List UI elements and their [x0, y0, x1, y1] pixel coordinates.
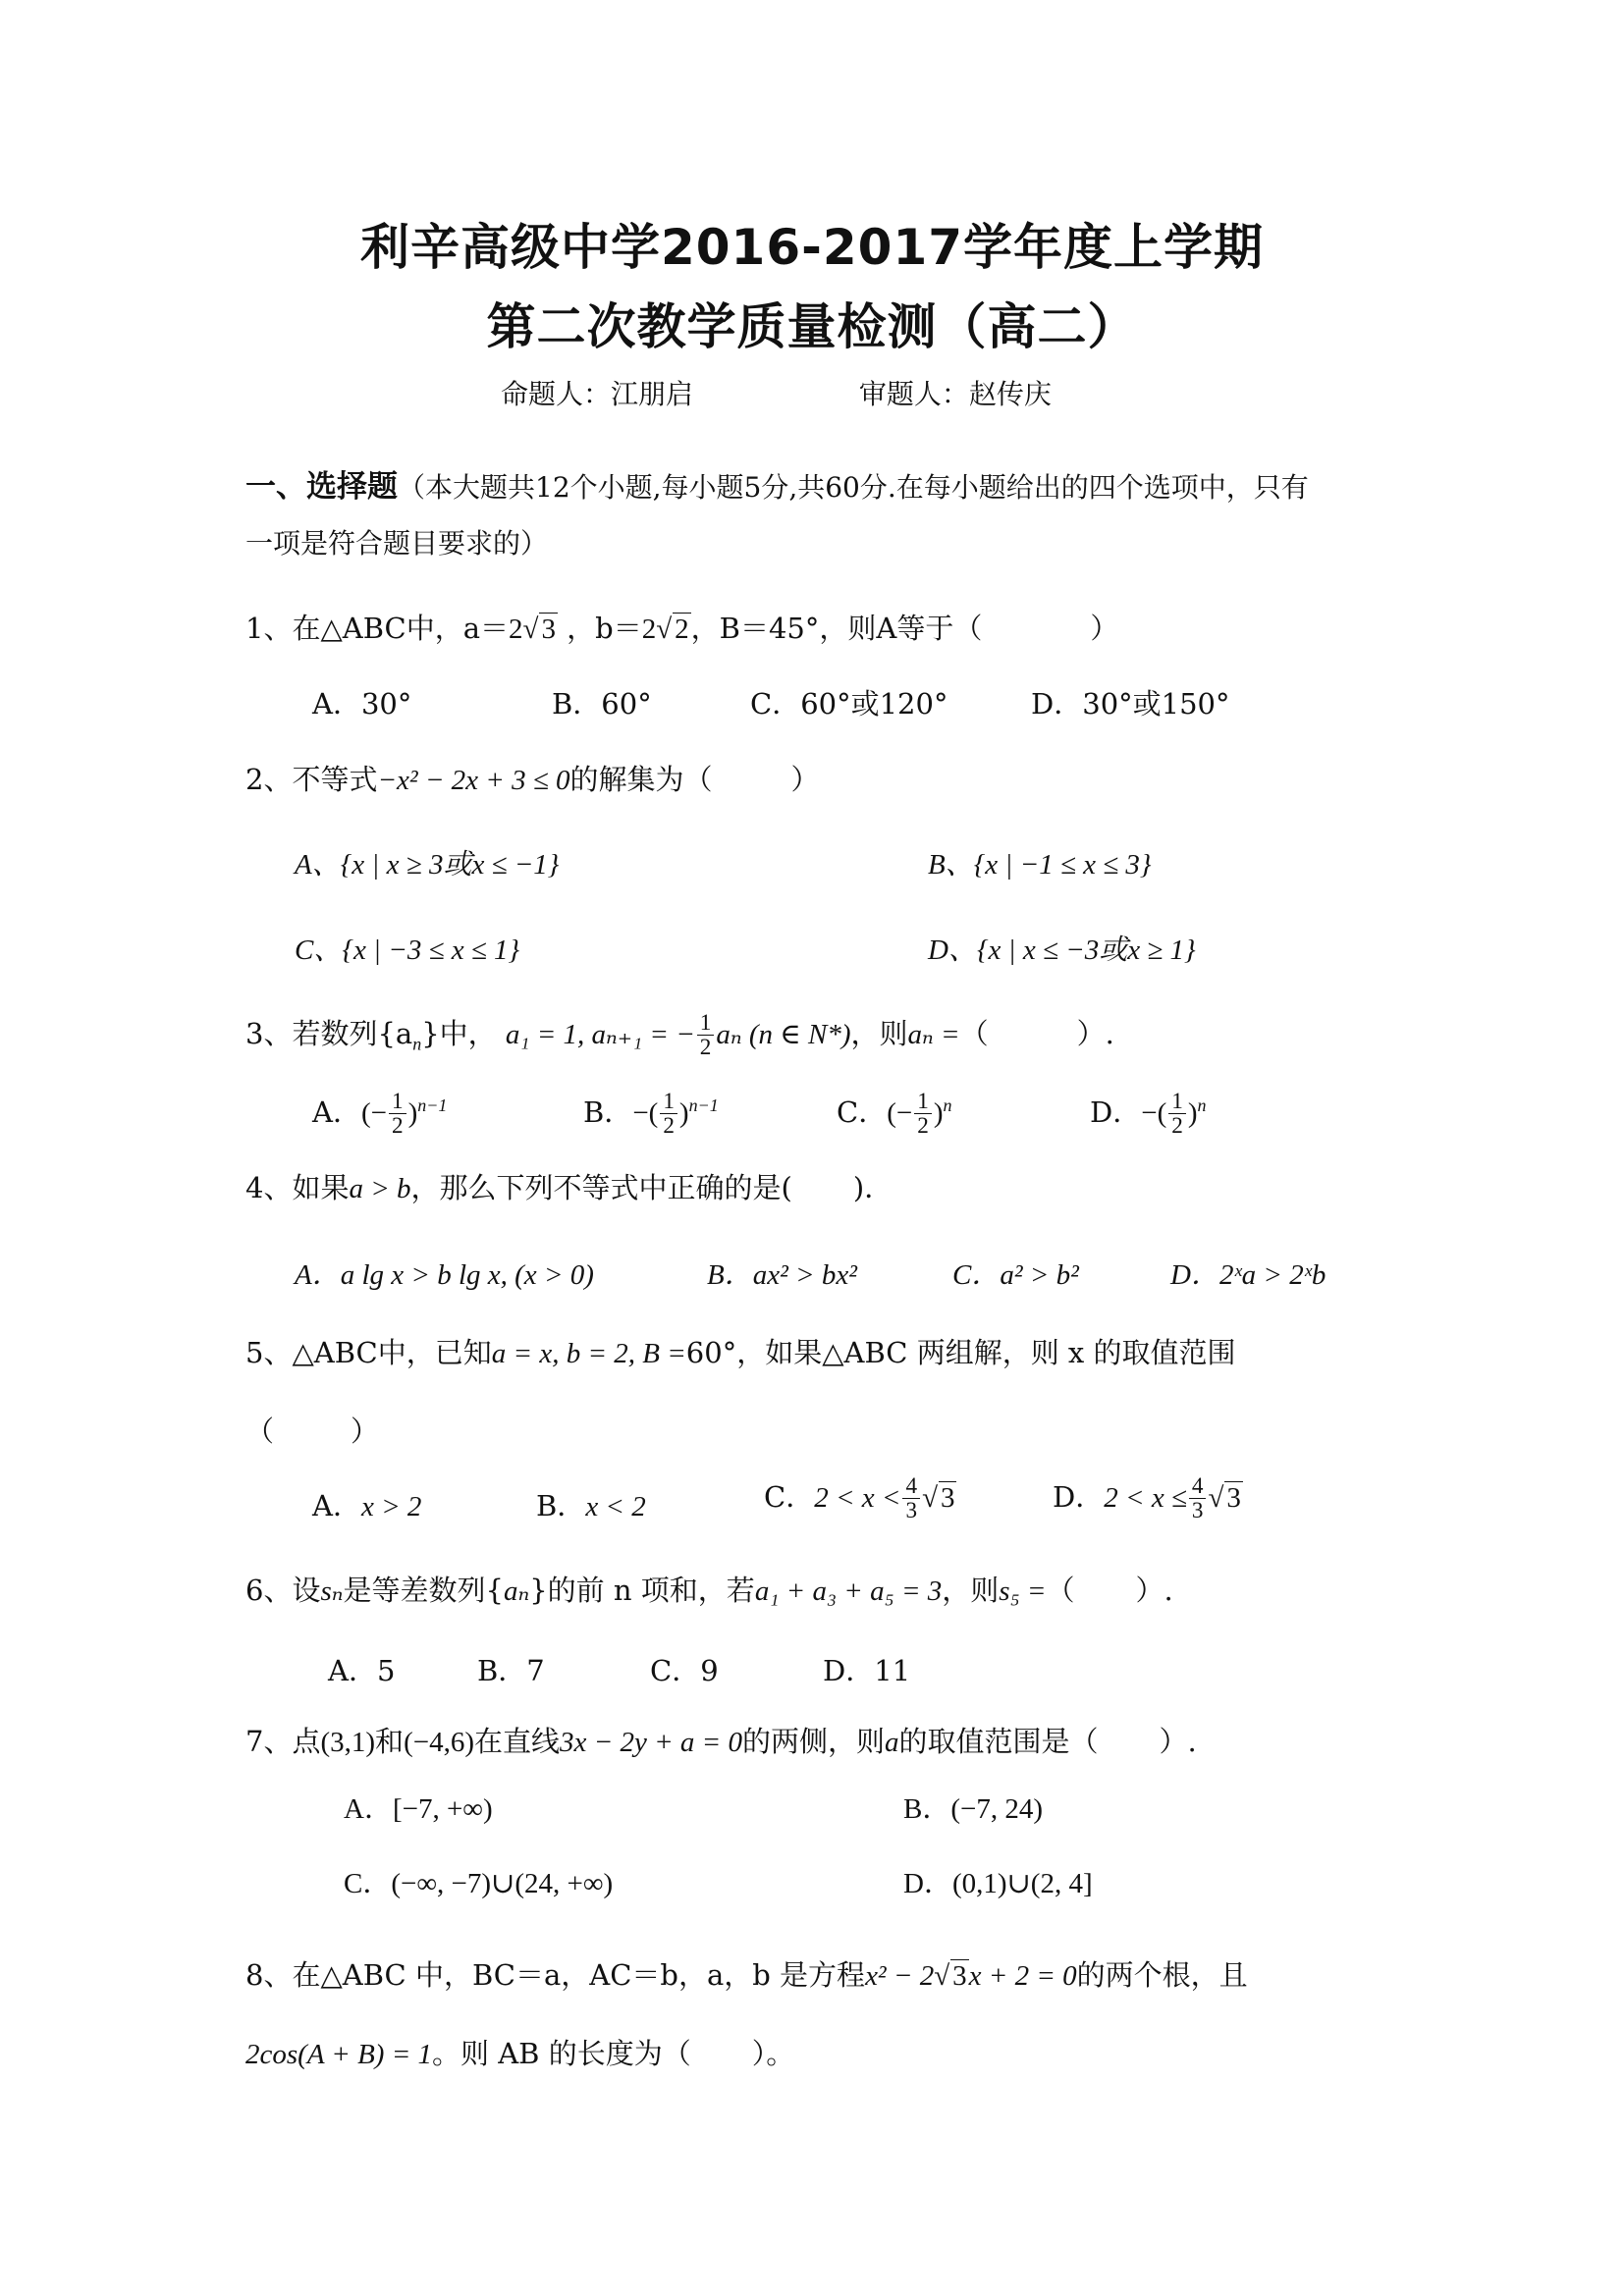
fraction-numerator: 1 — [1168, 1090, 1186, 1114]
q2-option-a: A、{x | x ≥ 3或x ≤ −1} — [295, 849, 560, 881]
question-text: ） — [1090, 612, 1119, 645]
question-text: ）. — [1076, 1016, 1114, 1050]
q1-option-d: D．30°或150° — [1031, 687, 1230, 721]
option-prefix: (− — [360, 1096, 387, 1129]
option-expression: 2 < x < — [814, 1481, 901, 1514]
section1-instructions — [245, 461, 1309, 506]
question-7 — [245, 1720, 1197, 1760]
q1-option-c: C．60°或120° — [750, 687, 948, 721]
inequality-expression: −x² − 2x + 3 ≤ 0 — [377, 765, 570, 796]
question-text: ） — [790, 763, 820, 796]
question-text: 。则 AB 的长度为（ — [432, 2037, 691, 2070]
q5-option-a — [312, 1484, 421, 1524]
option-label: A． — [312, 1489, 361, 1522]
option-label: D． — [1090, 1095, 1142, 1129]
option-label: C． — [837, 1095, 888, 1129]
q7-option-a: A．[−7, +∞) — [344, 1793, 493, 1825]
question-text: 是等差数列{ — [343, 1574, 504, 1607]
question-number: 6、 — [245, 1574, 293, 1607]
q4-option-a: A．a lg x > b lg x, (x > 0) — [295, 1259, 594, 1291]
q3-option-d — [1090, 1090, 1207, 1139]
option-label: B． — [536, 1489, 586, 1522]
question-number: 1、 — [245, 612, 293, 645]
variable-a: a — [884, 1727, 899, 1758]
q3-option-a — [312, 1090, 447, 1139]
authors-line — [501, 373, 1052, 412]
question-number: 2、 — [245, 763, 293, 796]
q4-option-b: B．ax² > bx² — [707, 1259, 857, 1291]
radicand: 3 — [1226, 1481, 1241, 1514]
question-number: 7、 — [245, 1725, 293, 1758]
fraction-denominator: 2 — [391, 1113, 404, 1140]
q7-option-d: D．(0,1)∪(2, 4] — [903, 1868, 1093, 1899]
fraction-half — [660, 1090, 677, 1139]
fraction-denominator: 3 — [1191, 1498, 1204, 1524]
exam-title-line1: 利辛高级中学2016-2017学年度上学期 — [359, 219, 1265, 276]
reviewer-label: 审题人：赵传庆 — [858, 378, 1052, 410]
sqrt-symbol: √ — [522, 614, 539, 645]
question-6 — [245, 1569, 1173, 1609]
fraction-denominator: 2 — [699, 1035, 712, 1061]
question-number: 5、 — [245, 1336, 293, 1369]
q5-option-b — [536, 1484, 646, 1524]
option-suffix: ) — [678, 1096, 689, 1129]
option-expression: x < 2 — [585, 1491, 646, 1522]
subscript: n — [412, 1034, 422, 1054]
option-prefix: (− — [887, 1096, 913, 1129]
equation-part: x² − 2 — [865, 1960, 935, 1992]
question-text: }中， — [421, 1016, 497, 1050]
option-suffix: ) — [1187, 1096, 1198, 1129]
fraction-four-thirds — [1189, 1474, 1207, 1523]
recurrence-condition: aₙ (n ∈ N*) — [716, 1018, 851, 1050]
fraction-half — [697, 1011, 715, 1060]
sum-condition: a₁ + a₃ + a₅ = 3 — [754, 1575, 943, 1607]
question-text: }的前 n 项和，若 — [529, 1574, 755, 1607]
sqrt-symbol: √ — [656, 614, 673, 645]
fraction-half — [1168, 1090, 1186, 1139]
question-text: ，B＝45°，则A等于（ — [690, 612, 983, 645]
q3-option-b — [583, 1090, 719, 1139]
sqrt-symbol: √ — [922, 1481, 938, 1514]
sequence-term: aₙ — [503, 1575, 530, 1607]
question-text: ，那么下列不等式中正确的是( — [410, 1171, 792, 1204]
point-2: (−4,6) — [404, 1727, 474, 1758]
fraction-numerator: 4 — [902, 1474, 920, 1499]
question-1 — [245, 607, 1118, 647]
equation-part: x + 2 = 0 — [968, 1960, 1077, 1992]
q7-option-c: C．(−∞, −7)∪(24, +∞) — [344, 1868, 614, 1899]
sqrt-symbol: √ — [934, 1960, 950, 1992]
s5-expression: s₅ = — [999, 1575, 1047, 1607]
radicand: 3 — [952, 1960, 967, 1992]
exponent: n−1 — [688, 1095, 719, 1116]
line-equation: 3x − 2y + a = 0 — [560, 1727, 742, 1758]
question-text: △ABC中，已知 — [292, 1336, 492, 1369]
fraction-numerator: 1 — [389, 1090, 406, 1114]
question-text: ，则 — [942, 1574, 1000, 1607]
q2-option-d: D、{x | x ≤ −3或x ≥ 1} — [928, 934, 1196, 966]
question-text: ，则 — [850, 1016, 908, 1050]
radicand: 3 — [940, 1481, 955, 1514]
option-expression: 2 < x ≤ — [1104, 1481, 1187, 1514]
question-number: 8、 — [245, 1958, 293, 1992]
question-text: 设 — [292, 1574, 321, 1607]
option-label: A． — [312, 1095, 361, 1129]
question-8-line2 — [245, 2032, 794, 2072]
question-text: 的解集为（ — [569, 763, 713, 796]
q6-option-a: A．5 — [328, 1654, 396, 1687]
question-text: （ — [1046, 1574, 1075, 1607]
sqrt-symbol: √ — [1208, 1481, 1224, 1514]
option-label: B． — [583, 1095, 633, 1129]
question-text: 和 — [375, 1725, 405, 1758]
q7-option-b: B．(−7, 24) — [903, 1793, 1044, 1825]
recurrence-condition: a₁ = 1, aₙ₊₁ = − — [505, 1018, 695, 1050]
question-2 — [245, 758, 820, 798]
fraction-numerator: 4 — [1189, 1474, 1207, 1499]
section1-instructions-line1: （本大题共12个小题,每小题5分,共60分.在每小题给出的四个选项中，只有 — [398, 471, 1309, 504]
question-text: )． — [852, 1171, 893, 1204]
question-5-blank-line — [245, 1410, 379, 1450]
question-text: ）。 — [751, 2037, 795, 2070]
radicand: 2 — [675, 614, 689, 645]
question-text: 60°，如果△ABC 两组解，则 x 的取值范围 — [685, 1336, 1236, 1369]
fraction-numerator: 1 — [914, 1090, 932, 1114]
q2-option-b: B、{x | −1 ≤ x ≤ 3} — [928, 849, 1152, 881]
general-term: aₙ = — [907, 1018, 960, 1050]
fraction-denominator: 3 — [905, 1498, 918, 1524]
given-conditions: a = x, b = 2, B = — [491, 1338, 686, 1369]
a-coefficient: 2 — [509, 614, 523, 645]
question-text: 如果 — [292, 1171, 350, 1204]
fraction-numerator: 1 — [697, 1011, 715, 1036]
partial-sum: sₙ — [320, 1575, 344, 1607]
fraction-denominator: 2 — [1171, 1113, 1183, 1140]
option-expression: x > 2 — [360, 1491, 422, 1522]
exponent: n — [1197, 1095, 1207, 1116]
q5-option-c — [764, 1474, 956, 1523]
question-text: 在△ABC 中，BC＝a，AC＝b，a，b 是方程 — [292, 1958, 866, 1992]
author-label: 命题人：江朋启 — [501, 378, 694, 410]
exponent: n — [943, 1095, 952, 1116]
section1-instructions-line2: 一项是符合题目要求的） — [245, 527, 549, 560]
fraction-half — [389, 1090, 406, 1139]
cos-condition: 2cos(A + B) = 1 — [245, 2039, 433, 2070]
question-text: ，b＝ — [567, 612, 642, 645]
question-text: 的取值范围是（ — [898, 1725, 1099, 1758]
option-suffix: ) — [933, 1096, 944, 1129]
question-text: 在直线 — [473, 1725, 560, 1758]
question-text: 点 — [292, 1725, 321, 1758]
question-text: 若数列{a — [292, 1016, 413, 1050]
q2-option-c: C、{x | −3 ≤ x ≤ 1} — [295, 934, 520, 966]
q5-option-d — [1053, 1474, 1243, 1523]
fraction-numerator: 1 — [660, 1090, 677, 1114]
question-text: 在△ABC中，a＝ — [292, 612, 510, 645]
point-1: (3,1) — [320, 1727, 376, 1758]
question-text: 的两侧，则 — [741, 1725, 885, 1758]
option-prefix: −( — [1141, 1096, 1167, 1129]
q3-option-c — [837, 1090, 951, 1139]
question-number: 3、 — [245, 1016, 293, 1050]
condition-expression: a > b — [349, 1173, 411, 1204]
radicand: 3 — [541, 614, 556, 645]
fraction-denominator: 2 — [917, 1113, 929, 1140]
option-label: C． — [764, 1479, 815, 1514]
question-text: （ — [959, 1016, 989, 1050]
question-text: （ — [245, 1415, 275, 1448]
question-number: 4、 — [245, 1171, 293, 1204]
q6-option-c: C．9 — [650, 1654, 719, 1687]
exam-title-line2: 第二次教学质量检测（高二） — [486, 298, 1138, 355]
question-4 — [245, 1166, 893, 1206]
fraction-half — [914, 1090, 932, 1139]
option-suffix: ) — [407, 1096, 418, 1129]
q1-option-a: A．30° — [312, 687, 412, 721]
option-prefix: −( — [632, 1096, 659, 1129]
fraction-denominator: 2 — [663, 1113, 675, 1140]
question-text: ）. — [1159, 1725, 1197, 1758]
exponent: n−1 — [417, 1095, 448, 1116]
q4-option-c: C．a² > b² — [952, 1259, 1079, 1291]
q1-option-b: B．60° — [552, 687, 652, 721]
b-coefficient: 2 — [641, 614, 657, 645]
section1-heading: 一、选择题 — [245, 469, 398, 505]
question-text: 不等式 — [292, 763, 378, 796]
question-text: ） — [351, 1415, 380, 1448]
question-5 — [245, 1331, 1236, 1371]
option-label: D． — [1053, 1479, 1105, 1514]
q4-option-d: D．2ˣa > 2ˣb — [1170, 1259, 1326, 1291]
question-text: ）. — [1135, 1574, 1173, 1607]
fraction-four-thirds — [902, 1474, 920, 1523]
q6-option-d: D．11 — [823, 1654, 911, 1687]
q6-option-b: B．7 — [477, 1654, 545, 1687]
question-text: 的两个根，且 — [1076, 1958, 1248, 1992]
question-3 — [245, 1011, 1114, 1060]
question-8 — [245, 1953, 1248, 1994]
